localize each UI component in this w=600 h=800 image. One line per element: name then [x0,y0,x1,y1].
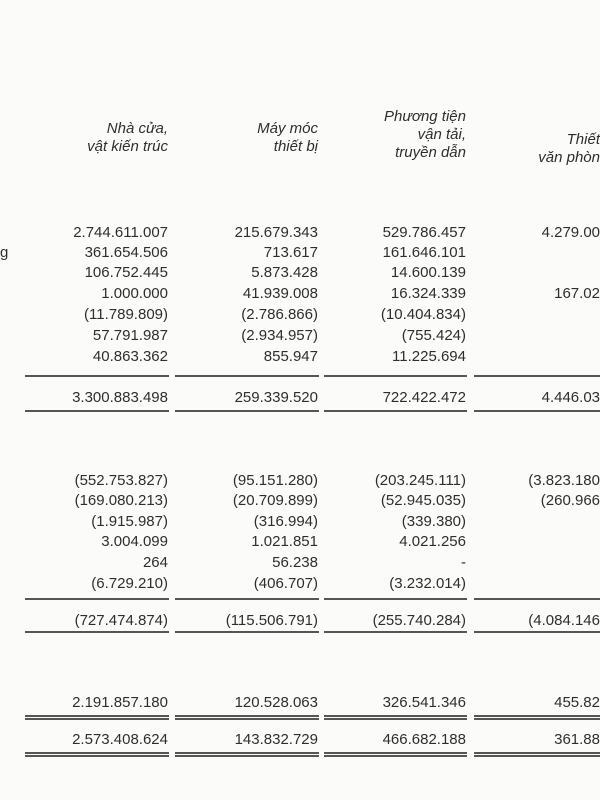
subtotal-line [25,375,169,377]
row-label-fragment: g [0,244,9,261]
cost-cell: (2.934.957) [241,327,318,344]
cost-cell: (10.404.834) [380,306,466,323]
cost-cell: 1.000.000 [101,285,168,302]
double-underline [175,755,319,757]
depreciation-cell: (20.709.899) [232,492,318,509]
cost-cell: 106.752.445 [84,264,168,281]
subtotal-line [175,598,319,600]
double-underline [25,752,169,754]
cost-cell: 361.654.506 [84,244,168,261]
subtotal-line [474,375,600,377]
total-line [324,631,467,633]
net-book-value-cell: 455.82 [554,694,600,711]
depreciation-total-cell: (4.084.146 [528,612,600,629]
cost-cell: 529.786.457 [382,224,466,241]
double-underline [324,718,467,720]
double-underline [474,755,600,757]
depreciation-cell: (1.915.987) [91,513,168,530]
net-book-value-cell: 361.88 [554,731,600,748]
double-underline [175,752,319,754]
total-line [324,410,467,412]
depreciation-cell: 3.004.099 [101,533,168,550]
double-underline [474,715,600,717]
cost-cell: 167.02 [554,285,600,302]
column-header-buildings: Nhà cửa, vật kiến trúc [87,120,168,155]
cost-total-cell: 4.446.03 [541,389,600,406]
depreciation-cell: (3.823.180 [528,472,600,489]
double-underline [175,715,319,717]
net-book-value-cell: 2.573.408.624 [72,731,168,748]
net-book-value-cell: 326.541.346 [382,694,466,711]
cost-cell: 41.939.008 [242,285,318,302]
cost-cell: 713.617 [263,244,318,261]
cost-cell: 161.646.101 [382,244,466,261]
total-line [175,410,319,412]
net-book-value-cell: 143.832.729 [234,731,318,748]
depreciation-cell: (203.245.111) [374,472,466,489]
double-underline [324,755,467,757]
double-underline [324,715,467,717]
double-underline [175,718,319,720]
depreciation-total-cell: (255.740.284) [372,612,466,629]
net-book-value-cell: 466.682.188 [382,731,466,748]
subtotal-line [324,375,467,377]
total-line [474,410,600,412]
depreciation-cell: (316.994) [253,513,318,530]
double-underline [474,718,600,720]
total-line [175,631,319,633]
column-header-vehicles: Phương tiện vận tải, truyền dẫn [384,108,466,161]
cost-cell: (2.786.866) [241,306,318,323]
cost-cell: 4.279.00 [541,224,600,241]
depreciation-cell: (552.753.827) [74,472,168,489]
cost-cell: (11.789.809) [84,306,168,323]
subtotal-line [474,598,600,600]
subtotal-line [25,598,169,600]
cost-cell: 57.791.987 [92,327,168,344]
cost-cell: 11.225.694 [392,348,466,365]
cost-total-cell: 259.339.520 [234,389,318,406]
depreciation-cell: (339.380) [401,513,466,530]
depreciation-cell: 1.021.851 [251,533,318,550]
depreciation-total-cell: (115.506.791) [225,612,318,629]
total-line [25,410,169,412]
subtotal-line [175,375,319,377]
depreciation-total-cell: (727.474.874) [74,612,168,629]
cost-cell: 2.744.611.007 [73,224,168,241]
column-header-machinery: Máy móc thiết bị [257,120,318,155]
cost-cell: 40.863.362 [92,348,168,365]
depreciation-cell: - [461,554,466,571]
cost-cell: 5.873.428 [251,264,318,281]
depreciation-cell: 264 [142,554,168,571]
cost-total-cell: 722.422.472 [382,389,466,406]
total-line [25,631,169,633]
cost-cell: (755.424) [401,327,466,344]
net-book-value-cell: 2.191.857.180 [72,694,168,711]
cost-cell: 16.324.339 [390,285,466,302]
depreciation-cell: 4.021.256 [399,533,466,550]
net-book-value-cell: 120.528.063 [234,694,318,711]
depreciation-cell: 56.238 [272,554,318,571]
cost-total-cell: 3.300.883.498 [72,389,168,406]
column-header-office-equipment: Thiết văn phòn [538,131,600,166]
depreciation-cell: (52.945.035) [380,492,466,509]
double-underline [474,752,600,754]
depreciation-cell: (260.966 [540,492,600,509]
cost-cell: 14.600.139 [390,264,466,281]
depreciation-cell: (95.151.280) [232,472,318,489]
depreciation-cell: (6.729.210) [91,575,168,592]
depreciation-cell: (3.232.014) [389,575,466,592]
cost-cell: 855.947 [263,348,318,365]
cost-cell: 215.679.343 [234,224,318,241]
double-underline [324,752,467,754]
depreciation-cell: (406.707) [253,575,318,592]
total-line [474,631,600,633]
double-underline [25,715,169,717]
double-underline [25,755,169,757]
depreciation-cell: (169.080.213) [74,492,168,509]
subtotal-line [324,598,467,600]
double-underline [25,718,169,720]
